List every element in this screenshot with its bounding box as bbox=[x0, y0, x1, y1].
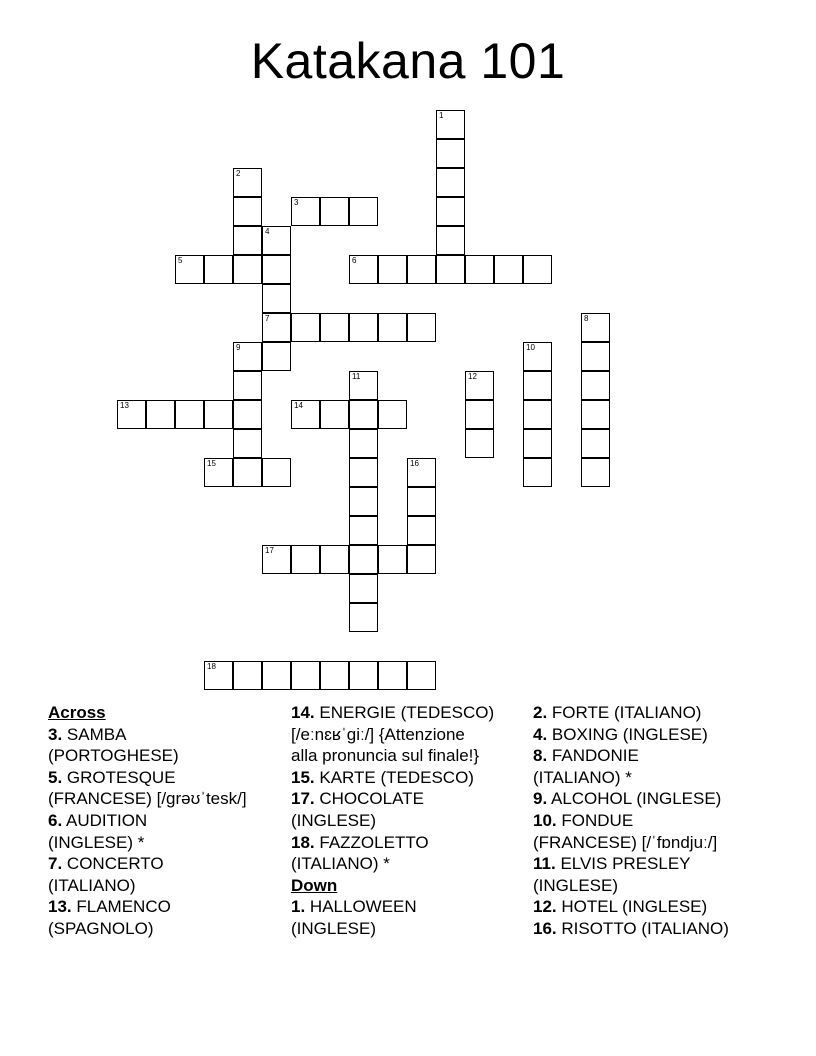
grid-cell[interactable] bbox=[581, 342, 610, 371]
grid-cell[interactable] bbox=[204, 255, 233, 284]
grid-cell[interactable] bbox=[407, 255, 436, 284]
clue-text: FLAMENCO bbox=[76, 897, 171, 917]
page-title: Katakana 101 bbox=[250, 33, 566, 89]
grid-cell[interactable] bbox=[465, 400, 494, 429]
clue-text: FAZZOLETTO bbox=[319, 832, 429, 852]
cell-number: 2 bbox=[236, 169, 241, 178]
clue-number: 9. bbox=[533, 789, 548, 809]
clue-text: FANDONIE bbox=[551, 746, 639, 766]
clue-text: (PORTOGHESE) bbox=[48, 746, 179, 766]
grid-cell[interactable] bbox=[436, 139, 465, 168]
clue-line bbox=[48, 724, 283, 746]
grid-cell[interactable] bbox=[262, 458, 291, 487]
clue-line bbox=[48, 853, 283, 875]
cell-number: 16 bbox=[410, 459, 419, 468]
grid-cell[interactable] bbox=[378, 400, 407, 429]
grid-cell[interactable] bbox=[262, 342, 291, 371]
clue-text: CONCERTO bbox=[66, 854, 164, 874]
cell-number: 6 bbox=[352, 256, 357, 265]
grid-cell[interactable] bbox=[320, 197, 349, 226]
clue-line bbox=[291, 702, 526, 724]
grid-cell[interactable] bbox=[523, 400, 552, 429]
clue-number: 2. bbox=[533, 703, 548, 722]
clue-text: BOXING (INGLESE) bbox=[551, 724, 708, 744]
grid-cell[interactable] bbox=[349, 429, 378, 458]
cell-number: 1 bbox=[439, 111, 444, 120]
grid-cell[interactable] bbox=[146, 400, 175, 429]
cell-number: 12 bbox=[468, 372, 477, 381]
grid-cell[interactable] bbox=[407, 516, 436, 545]
clue-number: 1. bbox=[291, 897, 306, 917]
grid-cell[interactable] bbox=[233, 371, 262, 400]
clue-number: 18. bbox=[291, 832, 315, 852]
clue-text: AUDITION bbox=[65, 810, 148, 830]
clues-column-1 bbox=[48, 702, 283, 940]
clue-line bbox=[291, 853, 526, 875]
grid-cell[interactable] bbox=[262, 226, 291, 255]
grid-cell[interactable] bbox=[349, 516, 378, 545]
grid-cell[interactable] bbox=[204, 458, 233, 487]
clue-line bbox=[533, 896, 773, 918]
grid-cell[interactable] bbox=[523, 342, 552, 371]
grid-cell[interactable] bbox=[320, 400, 349, 429]
clue-line bbox=[291, 724, 526, 746]
clue-text: (ITALIANO) bbox=[48, 875, 136, 895]
grid-cell[interactable] bbox=[262, 255, 291, 284]
grid-cell[interactable] bbox=[349, 545, 378, 574]
clue-line bbox=[48, 832, 283, 854]
grid-cell[interactable] bbox=[233, 197, 262, 226]
clues-column-3 bbox=[533, 702, 773, 940]
cell-number: 5 bbox=[178, 256, 183, 265]
clue-number: 13. bbox=[48, 897, 72, 917]
grid-cell[interactable] bbox=[204, 661, 233, 690]
clue-text: (FRANCESE) [/ˈfɒndjuː/] bbox=[533, 832, 718, 852]
grid-cell[interactable] bbox=[349, 603, 378, 632]
grid-cell[interactable] bbox=[378, 255, 407, 284]
grid-cell[interactable] bbox=[262, 313, 291, 342]
clue-line bbox=[291, 896, 526, 918]
grid-cell[interactable] bbox=[581, 458, 610, 487]
cell-number: 10 bbox=[526, 343, 535, 352]
grid-cell[interactable] bbox=[407, 313, 436, 342]
grid-cell[interactable] bbox=[436, 226, 465, 255]
clue-line bbox=[291, 810, 526, 832]
cell-number: 18 bbox=[207, 662, 216, 671]
grid-cell[interactable] bbox=[291, 400, 320, 429]
grid-cell[interactable] bbox=[407, 458, 436, 487]
clue-number: 7. bbox=[48, 854, 63, 874]
clue-number: 16. bbox=[533, 918, 557, 938]
grid-cell[interactable] bbox=[175, 255, 204, 284]
cell-number: 15 bbox=[207, 459, 216, 468]
clue-text: RISOTTO (ITALIANO) bbox=[561, 918, 729, 938]
clue-line bbox=[533, 702, 773, 724]
cell-number: 3 bbox=[294, 198, 299, 207]
grid-cell[interactable] bbox=[436, 255, 465, 284]
clue-line bbox=[48, 788, 283, 810]
grid-cell[interactable] bbox=[262, 284, 291, 313]
grid-cell[interactable] bbox=[523, 458, 552, 487]
grid-cell[interactable] bbox=[291, 197, 320, 226]
grid-cell[interactable] bbox=[436, 168, 465, 197]
clue-text: (INGLESE) bbox=[291, 918, 377, 938]
grid-cell[interactable] bbox=[407, 661, 436, 690]
grid-cell[interactable] bbox=[581, 313, 610, 342]
clue-number: 10. bbox=[533, 810, 557, 830]
clue-number: 5. bbox=[48, 767, 63, 787]
clue-text: (FRANCESE) [/grəʊˈtesk/] bbox=[48, 789, 247, 809]
grid-cell[interactable] bbox=[233, 342, 262, 371]
grid-cell[interactable] bbox=[233, 661, 262, 690]
clue-text: GROTESQUE bbox=[66, 767, 176, 787]
grid-cell[interactable] bbox=[407, 545, 436, 574]
clue-number: 14. bbox=[291, 703, 315, 722]
clue-line bbox=[533, 918, 773, 940]
grid-cell[interactable] bbox=[349, 255, 378, 284]
grid-cell[interactable] bbox=[349, 487, 378, 516]
grid-cell[interactable] bbox=[349, 458, 378, 487]
grid-cell[interactable] bbox=[465, 371, 494, 400]
clue-line bbox=[48, 745, 283, 767]
clue-line bbox=[533, 875, 773, 897]
grid-cell[interactable] bbox=[523, 429, 552, 458]
grid-cell[interactable] bbox=[349, 313, 378, 342]
grid-cell[interactable] bbox=[349, 197, 378, 226]
grid-cell[interactable] bbox=[204, 400, 233, 429]
grid-cell[interactable] bbox=[233, 400, 262, 429]
clue-line bbox=[533, 724, 773, 746]
clue-text: [/eːnɛʁˈɡiː/] {Attenzione bbox=[291, 724, 465, 744]
grid-cell[interactable] bbox=[233, 168, 262, 197]
clue-text: KARTE (TEDESCO) bbox=[319, 767, 474, 787]
clue-text: (INGLESE) * bbox=[48, 832, 145, 852]
grid-cell[interactable] bbox=[175, 400, 204, 429]
across-header: Across bbox=[48, 703, 106, 722]
clue-text: HOTEL (INGLESE) bbox=[561, 897, 708, 917]
clue-text: (ITALIANO) * bbox=[291, 854, 390, 874]
clue-line bbox=[48, 896, 283, 918]
grid-cell[interactable] bbox=[523, 255, 552, 284]
clues-column-2 bbox=[291, 702, 526, 940]
grid-cell[interactable] bbox=[494, 255, 523, 284]
clue-line bbox=[48, 875, 283, 897]
grid-cell[interactable] bbox=[349, 371, 378, 400]
grid-cell[interactable] bbox=[349, 661, 378, 690]
clue-text: (SPAGNOLO) bbox=[48, 918, 154, 938]
clue-number: 6. bbox=[48, 810, 63, 830]
grid-cell[interactable] bbox=[349, 400, 378, 429]
grid-cell[interactable] bbox=[523, 371, 552, 400]
grid-cell[interactable] bbox=[291, 313, 320, 342]
down-header: Down bbox=[291, 875, 338, 895]
clue-line bbox=[48, 810, 283, 832]
clue-line bbox=[48, 918, 283, 940]
clue-text: ELVIS PRESLEY bbox=[560, 854, 691, 874]
clue-text: SAMBA bbox=[66, 724, 127, 744]
grid-cell[interactable] bbox=[378, 545, 407, 574]
grid-cell[interactable] bbox=[436, 197, 465, 226]
grid-cell[interactable] bbox=[581, 400, 610, 429]
grid-cell[interactable] bbox=[320, 661, 349, 690]
grid-cell[interactable] bbox=[465, 429, 494, 458]
clue-number: 4. bbox=[533, 724, 548, 744]
grid-cell[interactable] bbox=[233, 255, 262, 284]
clue-text: (ITALIANO) * bbox=[533, 767, 632, 787]
grid-cell[interactable] bbox=[117, 400, 146, 429]
clue-line bbox=[291, 745, 526, 767]
clue-number: 11. bbox=[533, 854, 556, 874]
grid-cell[interactable] bbox=[320, 313, 349, 342]
grid-cell[interactable] bbox=[581, 429, 610, 458]
clue-line bbox=[291, 918, 526, 940]
clue-text: HALLOWEEN bbox=[309, 897, 417, 917]
grid-cell[interactable] bbox=[291, 661, 320, 690]
clue-number: 3. bbox=[48, 724, 63, 744]
clue-text: alla pronuncia sul finale!} bbox=[291, 746, 480, 766]
grid-cell[interactable] bbox=[378, 661, 407, 690]
cell-number: 14 bbox=[294, 401, 303, 410]
grid-cell[interactable] bbox=[233, 458, 262, 487]
grid-cell[interactable] bbox=[378, 313, 407, 342]
cell-number: 8 bbox=[584, 314, 589, 323]
clue-text: ALCOHOL (INGLESE) bbox=[550, 789, 722, 809]
grid-cell[interactable] bbox=[320, 545, 349, 574]
clue-line bbox=[291, 832, 526, 854]
cell-number: 9 bbox=[236, 343, 241, 352]
clue-line bbox=[291, 788, 526, 810]
clue-text: FONDUE bbox=[561, 810, 634, 830]
clue-text: FORTE (ITALIANO) bbox=[551, 703, 702, 722]
grid-cell[interactable] bbox=[262, 545, 291, 574]
grid-cell[interactable] bbox=[233, 226, 262, 255]
grid-cell[interactable] bbox=[291, 545, 320, 574]
grid-cell[interactable] bbox=[262, 661, 291, 690]
clue-text: (INGLESE) bbox=[533, 875, 619, 895]
clue-text: (INGLESE) bbox=[291, 810, 377, 830]
clue-line bbox=[533, 810, 773, 832]
grid-cell[interactable] bbox=[349, 574, 378, 603]
cell-number: 7 bbox=[265, 314, 270, 323]
clue-line bbox=[533, 788, 773, 810]
clue-line bbox=[533, 745, 773, 767]
cell-number: 17 bbox=[265, 546, 274, 555]
clue-line bbox=[533, 832, 773, 854]
grid-cell[interactable] bbox=[407, 487, 436, 516]
grid-cell[interactable] bbox=[465, 255, 494, 284]
clue-number: 15. bbox=[291, 767, 315, 787]
clue-number: 17. bbox=[291, 789, 315, 809]
clue-text: CHOCOLATE bbox=[319, 789, 424, 809]
grid-cell[interactable] bbox=[581, 371, 610, 400]
clue-line bbox=[533, 767, 773, 789]
cell-number: 13 bbox=[120, 401, 129, 410]
grid-cell[interactable] bbox=[233, 429, 262, 458]
clue-number: 8. bbox=[533, 746, 548, 766]
clue-line bbox=[48, 767, 283, 789]
grid-cell[interactable] bbox=[436, 110, 465, 139]
cell-number: 4 bbox=[265, 227, 270, 236]
cell-number: 11 bbox=[352, 372, 361, 381]
clue-line bbox=[533, 853, 773, 875]
clue-text: ENERGIE (TEDESCO) bbox=[319, 703, 495, 722]
clue-number: 12. bbox=[533, 897, 557, 917]
clue-line bbox=[291, 767, 526, 789]
